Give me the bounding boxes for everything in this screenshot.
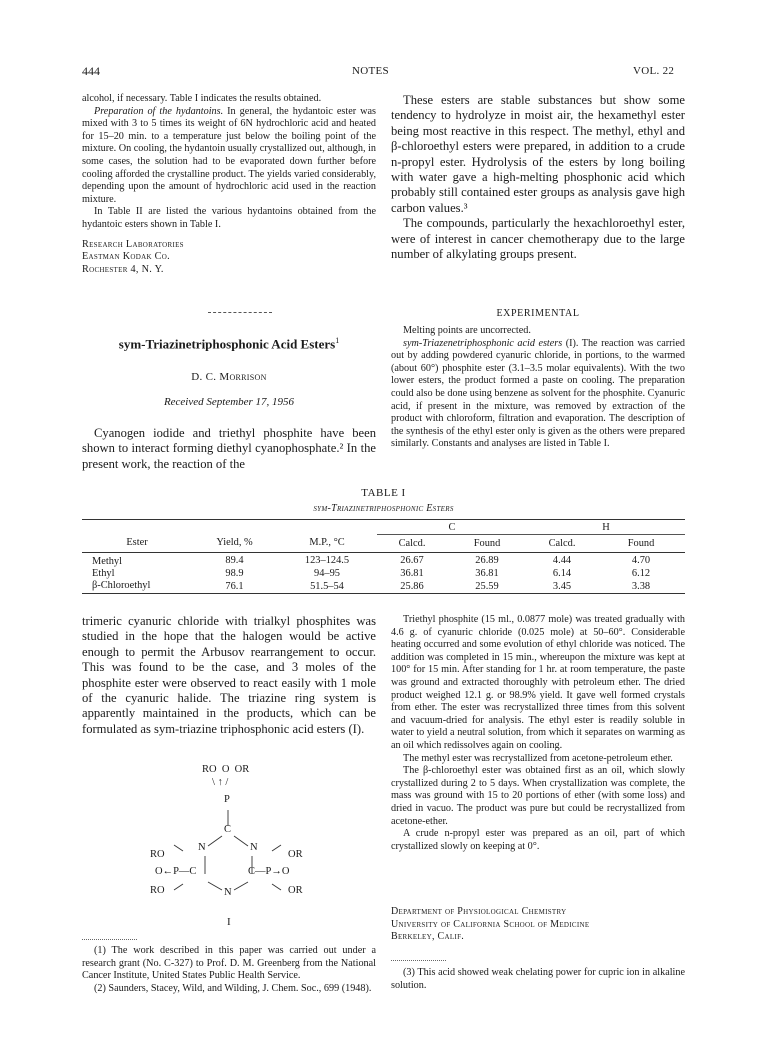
- structure-n-right: N: [250, 842, 258, 853]
- table-cell: 94–95: [314, 567, 340, 579]
- data-table: [82, 519, 685, 594]
- left-bottom-text: [82, 614, 376, 737]
- paragraph: [391, 338, 685, 451]
- paragraph: alcohol, if necessary. Table I indicates the results obtained.: [82, 93, 322, 104]
- paragraph-text: (I). The reaction was carried out by adding powdered cyanuric chloride, in portions, to the warmed (about 60°) phosphite ester (3.1–3.5 molar equivalents). With the two lower esters, the product formed a paste on cooling. The preparation could also be done using benzene as solvent for the phosphite. Cyanuric acid, if present in the mixture, was removed by extraction of the product with chloroform, filtration and evaporation. The description of the synthesis of the ethyl ester only is given as the others were prepared similarly. Constants and analyses are listed in Table I.: [391, 337, 685, 450]
- column-header: Ester: [126, 537, 148, 549]
- author: D. C. Morrison: [191, 371, 267, 383]
- table-cell: Methyl: [92, 556, 123, 568]
- structure-or-right: OR: [288, 849, 303, 860]
- structure-top-groups: RO O OR: [202, 764, 250, 775]
- run-in-title: sym-Triazenetriphosphonic acid esters: [403, 337, 563, 349]
- column-header: M.P., °C: [309, 537, 345, 549]
- right-top-text: [391, 93, 685, 262]
- footnotes-right: [391, 967, 685, 992]
- table-cell: 4.44: [552, 554, 572, 566]
- table-cell: Ethyl: [92, 567, 115, 579]
- affiliation-line: Eastman Kodak Co.: [82, 251, 170, 263]
- table-cell: 4.70: [631, 554, 651, 566]
- volume-label: VOL. 22: [633, 65, 675, 77]
- structure-n-left: N: [198, 842, 206, 853]
- structure-left-phosphonate: O←P—C: [155, 866, 197, 877]
- column-header: Calcd.: [398, 537, 426, 549]
- table-cell: 3.45: [552, 580, 572, 592]
- table-cell: 6.12: [631, 567, 651, 579]
- table-cell: 89.4: [225, 554, 244, 566]
- footnote-rule: [391, 960, 446, 961]
- paragraph: The methyl ester was recrystallized from acetone-petroleum ether.: [403, 752, 673, 764]
- table-cell: 51.5–54: [310, 580, 344, 592]
- table-cell: 25.86: [400, 580, 424, 592]
- article-title: [82, 336, 376, 352]
- table-caption: TABLE I: [361, 487, 406, 499]
- paragraph-text: In general, the hydantoic ester was mixed with 3 to 5 times its weight of 6N hydrochloric acid and heated for 15–20 min. to a temperature just below the boiling point of the mixture. On cooling, the hydantoin usually crystallized out, although, in some cases, the solution had to be evaporated down further before cooling afforded the crystalline product. The yields varied considerably, depending upon the amount of hydrochloric acid used in the reaction mixture.: [82, 105, 376, 205]
- chemical-structure: [150, 762, 320, 912]
- structure-ro-left-lower: RO: [150, 885, 165, 896]
- table-cell: 36.81: [475, 567, 499, 579]
- structure-n-bottom: N: [224, 887, 232, 898]
- table-cell: 26.67: [400, 554, 424, 566]
- footnote: (1) The work described in this paper was carried out under a research grant (No. C-327) to Prof. D. M. Greenberg from the National Cancer Institute, United States Public Health Service.: [82, 945, 376, 982]
- received-date: [82, 396, 376, 408]
- table-cell: 76.1: [225, 580, 244, 592]
- table-cell: 36.81: [400, 567, 424, 579]
- paragraph: In Table II are listed the various hydantoins obtained from the hydantoic esters shown in Table I.: [82, 206, 376, 230]
- affiliation-line: Berkeley, Calif.: [391, 931, 465, 943]
- affiliation-line: Rochester 4, N. Y.: [82, 263, 164, 275]
- paragraph: A crude n-propyl ester was prepared as an oil, part of which crystallized slowly on keeping at 0°.: [391, 828, 685, 852]
- right-bottom-text: [391, 614, 685, 853]
- table-row: [82, 580, 685, 594]
- structure-c-top: C: [224, 824, 232, 835]
- table-cell: β-Chloroethyl: [92, 579, 151, 591]
- paragraph: These esters are stable substances but show some tendency to hydrolyze in moist air, the hexamethyl ester being most reactive in this respect. The methyl, ethyl and β-chloroethyl esters were prepared, in addition to a crude n-propyl ester. Hydrolysis of the esters by long boiling with water gave a high-melting phosphonic acid which probably still contained ester groups as analysis gave high carbon values.³: [391, 93, 685, 215]
- paragraph: The β-chloroethyl ester was obtained first as an oil, which slowly crystallized during 2 to 5 days. When crystallization was complete, the mass was ground with 15 to 20 portions of ether (with some loss) and dried in vacuo. The product was pure but could be recrystallized from acetone-ether.: [391, 765, 685, 827]
- experimental-heading: EXPERIMENTAL: [496, 308, 580, 319]
- run-in-title: Preparation of the hydantoins.: [94, 105, 224, 117]
- structure-p-top: P: [224, 794, 230, 805]
- column-header: Calcd.: [548, 537, 576, 549]
- structure-right-phosphonate: C—P→O: [248, 866, 290, 877]
- paragraph: Triethyl phosphite (15 ml., 0.0877 mole) was treated gradually with 4.6 g. of cyanuric chloride (0.025 mole) at 50–60°. Considerable heating occurred and some evolution of ethyl chloride was noticed. The addition was completed in 15 min., whereupon the mixture was kept at 100° for 15 min. After standing for 1 hr. at room temperature, the paste was ground and extracted thoroughly with petroleum ether. The dried product weighed 12.1 g. or 98.9% yield. It gave well formed crystals from ether. The ester was recrystallized three times from this solvent and vacuum-dried for analysis. The ethyl ester is readily soluble in water to yield a neutral solution, from which it separates on warming as an oil which redissolves again on cooling.: [391, 614, 685, 751]
- footnote-rule: [82, 939, 137, 940]
- column-header: Found: [627, 537, 655, 549]
- structure-label: I: [227, 916, 231, 928]
- table-cell: 98.9: [225, 567, 244, 579]
- subcaption-text: sym-Triazinetriphosphonic Esters: [313, 503, 454, 514]
- column-header: Found: [473, 537, 501, 549]
- paragraph: trimeric cyanuric chloride with trialkyl phosphites was studied in the hope that the halogen would be active enough to permit the Arbusov rearrangement to occur. This was found to be the case, and 3 moles of the phosphite ester were observed to react easily with 1 mole of the cyanuric halide. The triazine ring system is apparently maintained in the products, which can be formulated as sym-triazine triphosphonic acid esters (I).: [82, 614, 376, 736]
- section-divider: [208, 312, 272, 313]
- table-cell: 123–124.5: [304, 554, 350, 566]
- table-cell: 6.14: [552, 567, 572, 579]
- paragraph: Cyanogen iodide and triethyl phosphite have been shown to interact forming diethyl cyanophosphate.² In the present work, the reaction of the: [82, 426, 376, 471]
- table-subcaption: [82, 503, 685, 514]
- column-header: Yield, %: [216, 537, 253, 549]
- table-row: [82, 568, 685, 580]
- received-text: Received September 17, 1956: [163, 396, 295, 408]
- table-header-row: [82, 534, 685, 552]
- table-row: [82, 553, 685, 568]
- affiliation-line: University of California School of Medicine: [391, 918, 590, 930]
- paragraph: [82, 106, 376, 207]
- experimental-text: [391, 325, 685, 451]
- affiliation-line: Research Laboratories: [82, 238, 184, 250]
- paragraph: The compounds, particularly the hexachloroethyl ester, were of interest in cancer chemotherapy due to the large number of alkylating groups present.: [391, 216, 685, 262]
- table-bottom-rule: [82, 593, 685, 594]
- table-cell: 26.89: [475, 554, 499, 566]
- article-title-text: sym-Triazinetriphosphonic Acid Esters: [118, 336, 336, 352]
- table-cell: 25.59: [475, 580, 499, 592]
- footnotes-left: [82, 945, 376, 995]
- running-head: NOTES: [352, 65, 389, 77]
- footnote: (2) Saunders, Stacey, Wild, and Wilding, J. Chem. Soc., 699 (1948).: [94, 982, 372, 994]
- structure-arrows: \ ↑ /: [212, 777, 229, 788]
- affiliation-line: Department of Physiological Chemistry: [391, 906, 567, 917]
- page-number: 444: [82, 64, 100, 78]
- table-group-row: [82, 520, 685, 534]
- group-header-c: C: [377, 520, 527, 534]
- paragraph: Melting points are uncorrected.: [403, 325, 531, 336]
- group-header-h: H: [527, 520, 685, 534]
- structure-or-right-lower: OR: [288, 885, 303, 896]
- department-affiliation: [391, 906, 685, 944]
- footnote-mark: 1: [335, 336, 340, 345]
- intro-text: [82, 426, 376, 472]
- left-top-text: [82, 93, 376, 276]
- footnote: (3) This acid showed weak chelating power for cupric ion in alkaline solution.: [391, 967, 685, 991]
- analysis-table: [82, 520, 685, 593]
- table-cell: 3.38: [631, 580, 651, 592]
- affiliation: [82, 239, 376, 277]
- structure-ro-left: RO: [150, 849, 165, 860]
